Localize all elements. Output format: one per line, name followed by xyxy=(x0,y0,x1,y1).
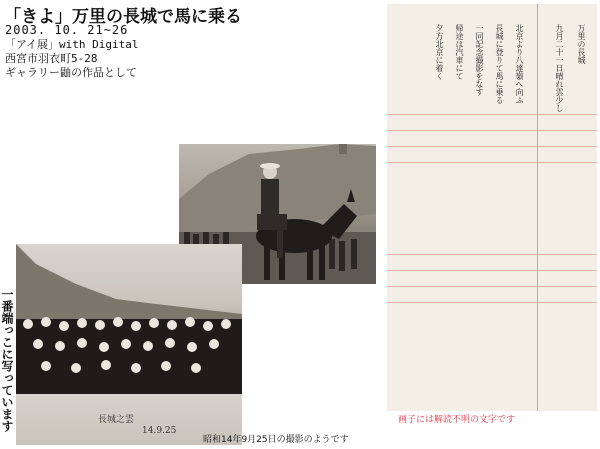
notebook-caption: 画子には解読不明の文字です xyxy=(398,415,516,425)
notebook-column: 帰途は汽車にて xyxy=(455,24,464,80)
notebook-column: 万里の長城 xyxy=(577,24,586,64)
photo-group xyxy=(16,244,242,445)
vertical-note: 一番端っこに写っています xyxy=(0,288,14,432)
notebook-column: 九月二十一日晴れ雲少し xyxy=(555,24,564,112)
exhibit-gallery: ギャラリー鼬の作品として xyxy=(5,66,137,79)
photo-handwriting-date: 14.9.25 xyxy=(142,426,177,436)
notebook-column: 一同記念撮影をなす xyxy=(475,24,484,96)
notebook-ruled-line xyxy=(387,146,597,147)
notebook-column: 北京より八達嶺へ向ふ xyxy=(515,24,524,104)
page-title: 「きよ」万里の長城で馬に乗る xyxy=(4,7,242,27)
notebook-fold-line xyxy=(537,4,538,411)
notebook-ruled-line xyxy=(387,270,597,271)
notebook-page xyxy=(387,4,597,411)
notebook-ruled-line xyxy=(387,114,597,115)
exhibit-name: 「アイ展」with Digital xyxy=(5,38,139,51)
photo-date-caption: 昭和14年9月25日の撮影のようです xyxy=(203,435,349,445)
photo-handwriting-title: 長城之雲 xyxy=(98,415,135,425)
notebook-column: 長城に登りて馬に乗る xyxy=(495,24,504,104)
notebook-ruled-line xyxy=(387,130,597,131)
notebook-ruled-line xyxy=(387,162,597,163)
exhibit-address: 西宮市羽衣町5-28 xyxy=(5,52,98,65)
notebook-ruled-line xyxy=(387,302,597,303)
notebook-ruled-line xyxy=(387,254,597,255)
notebook-ruled-line xyxy=(387,286,597,287)
notebook-column: 夕方北京に着く xyxy=(435,24,444,80)
photo-group-illustration xyxy=(16,244,242,394)
exhibit-dates: 2003. 10. 21~26 xyxy=(5,23,129,37)
